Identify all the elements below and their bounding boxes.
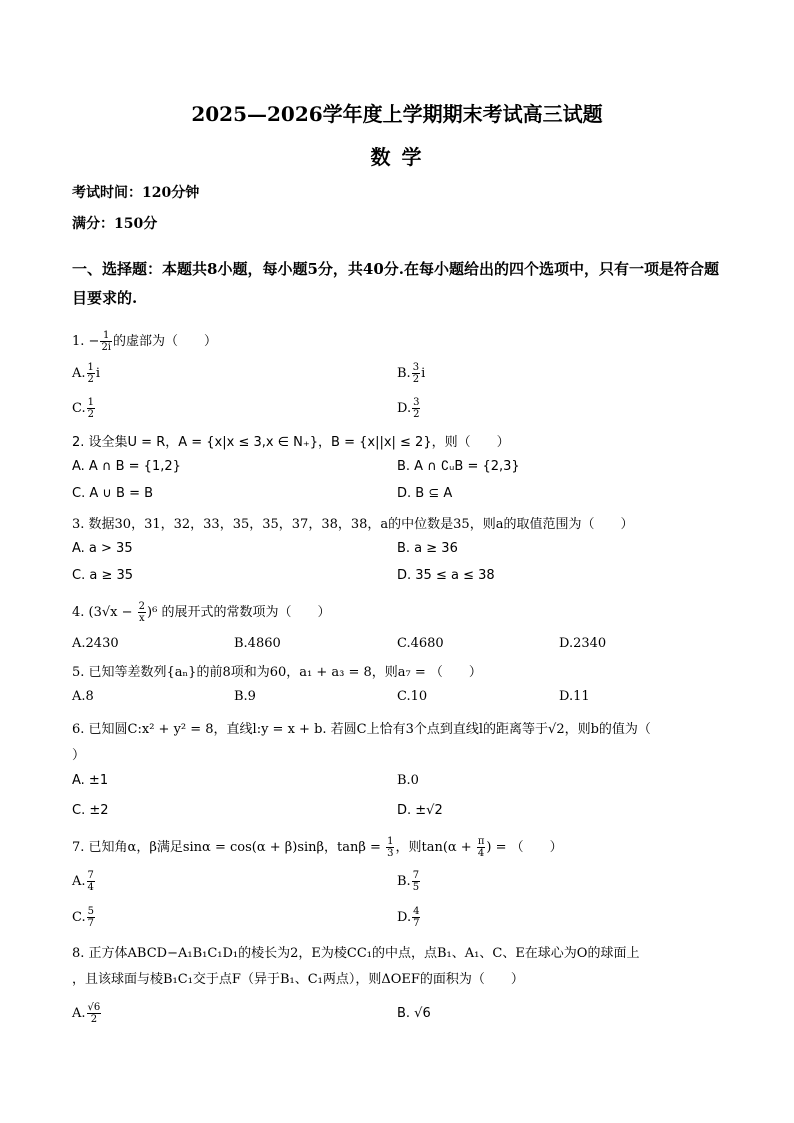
q5-option-b: B.9: [234, 689, 256, 704]
question-2: 2. 设全集U = R，A = {x|x ≤ 3,x ∈ N₊}，B = {x||x| ≤ 2}，则（ ）: [72, 435, 510, 450]
q3-option-c: C. a ≥ 35: [72, 568, 134, 583]
q7-option-c: C. $\frac{5}{7}$: [72, 906, 94, 929]
q1-option-a: A. $\frac{1}{2}$ i: [72, 362, 101, 385]
q5-option-d: D.11: [559, 689, 590, 704]
q2-option-c: C. A ∪ B = B: [72, 486, 154, 501]
q1-option-d: D. $\frac{3}{2}$: [397, 397, 420, 420]
exam-time: 考试时间：120分钟: [72, 185, 200, 201]
fraction: $\frac{1}{2i}$: [101, 330, 111, 353]
q1-option-c: C. $\frac{1}{2}$: [72, 397, 94, 420]
q4-option-c: C.4680: [397, 636, 444, 651]
q5-option-c: C.10: [397, 689, 428, 704]
subject-title: 数 学: [370, 145, 424, 169]
q3-option-d: D. 35 ≤ a ≤ 38: [397, 568, 495, 583]
question-7: 7. 已知角α，β满足sinα = cos(α + β)sinβ，tanβ = $\frac{1}{3}$ ，则tan(α + $\frac{\pi}{4}$ ) = （ ）: [72, 836, 563, 859]
question-8-cont: ，且该球面与棱B₁C₁交于点F（异于B₁、C₁两点），则ΔOEF的面积为（ ）: [72, 972, 524, 987]
q2-option-d: D. B ⊆ A: [397, 486, 453, 501]
q6-option-a: A. ±1: [72, 773, 109, 788]
question-4: 4. (3√x − $\frac{2}{x}$ )⁶ 的展开式的常数项为（ ）: [72, 601, 331, 624]
q7-option-d: D. $\frac{4}{7}$: [397, 906, 420, 929]
q6-option-d: D. ±√2: [397, 803, 443, 818]
question-6-cont: ）: [72, 748, 86, 763]
q6-option-c: C. ±2: [72, 803, 109, 818]
question-5: 5. 已知等差数列{aₙ}的前8项和为60，a₁ + a₃ = 8，则a₇ = （ ）: [72, 665, 482, 680]
question-3: 3. 数据30，31，32，33，35，35，37，38，38，a的中位数是35，则a的取值范围为（ ）: [72, 517, 634, 532]
full-score: 满分：150分: [72, 216, 158, 232]
q2-option-a: A. A ∩ B = {1,2}: [72, 459, 181, 474]
q4-option-b: B.4860: [234, 636, 281, 651]
question-1: 1. − $\frac{1}{2i}$ 的虚部为（ ）: [72, 330, 218, 353]
q2-option-b: B. A ∩ ∁ᵤB = {2,3}: [397, 459, 520, 474]
q8-option-b: B. √6: [397, 1006, 431, 1021]
q5-option-a: A.8: [72, 689, 94, 704]
q4-option-d: D.2340: [559, 636, 607, 651]
q4-option-a: A.2430: [72, 636, 119, 651]
q7-option-b: B. $\frac{7}{5}$: [397, 870, 420, 893]
q3-option-b: B. a ≥ 36: [397, 541, 458, 556]
section-heading: 一、选择题：本题共8小题，每小题5分，共40分.在每小题给出的四个选项中，只有一项是符合题目要求的.: [72, 260, 719, 307]
q7-option-a: A. $\frac{7}{4}$: [72, 870, 94, 893]
question-6: 6. 已知圆C:x² + y² = 8，直线l:y = x + b. 若圆C上恰有3个点到直线l的距离等于√2，则b的值为（: [72, 722, 651, 737]
q6-option-b: B.0: [397, 773, 419, 788]
q3-option-a: A. a > 35: [72, 541, 133, 556]
q8-option-a: A. $\frac{√6}{2}$: [72, 1002, 101, 1025]
question-8: 8. 正方体ABCD−A₁B₁C₁D₁的棱长为2，E为棱CC₁的中点，点B₁、A₁、C、E在球心为O的球面上: [72, 946, 640, 961]
q1-option-b: B. $\frac{3}{2}$ i: [397, 362, 426, 385]
exam-title: 2025—2026学年度上学期期末考试高三试题: [191, 102, 603, 126]
